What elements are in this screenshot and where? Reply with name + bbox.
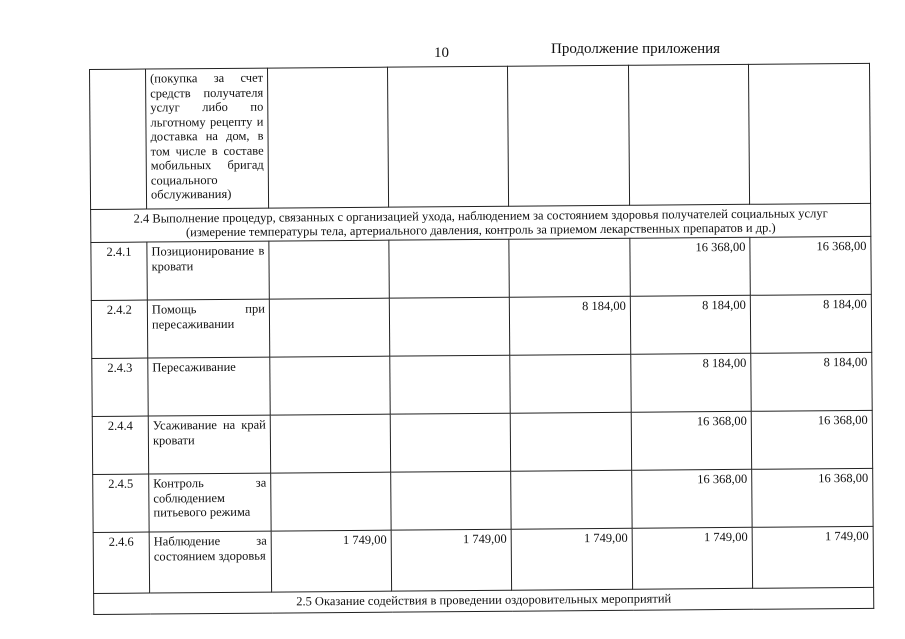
value-cell: 1 749,00 bbox=[511, 528, 632, 590]
value-cell bbox=[390, 355, 510, 414]
cell-empty bbox=[748, 63, 870, 204]
value-cell: 1 749,00 bbox=[391, 529, 511, 591]
section-2-5-header: 2.5 Оказание содействия в проведении оздоровительных мероприятий bbox=[94, 587, 874, 614]
value-cell: 1 749,00 bbox=[632, 527, 752, 589]
cell-empty bbox=[90, 69, 147, 209]
value-cell: 1 749,00 bbox=[271, 530, 391, 592]
value-cell: 16 368,00 bbox=[750, 236, 871, 295]
service-name: Помощь при пересаживании bbox=[147, 299, 269, 358]
table-row-continuation bbox=[90, 63, 871, 209]
value-cell bbox=[390, 413, 510, 472]
value-cell bbox=[511, 470, 632, 529]
value-cell: 16 368,00 bbox=[632, 469, 752, 528]
value-cell: 8 184,00 bbox=[631, 353, 751, 412]
row-number: 2.4.5 bbox=[93, 474, 149, 532]
value-cell: 8 184,00 bbox=[750, 294, 871, 353]
value-cell bbox=[269, 298, 389, 357]
service-name: Наблюдение за состоянием здоровья bbox=[149, 531, 271, 593]
table-row bbox=[93, 526, 873, 593]
services-table bbox=[89, 63, 874, 615]
page-number: 10 bbox=[434, 45, 449, 61]
table-row bbox=[92, 410, 872, 474]
section-2-4-line1: 2.4 Выполнение процедур, связанных с организацией ухода, наблюдением за состоянием здоровья получателей социальных услуг bbox=[133, 206, 828, 226]
cell-empty bbox=[267, 67, 388, 208]
value-cell bbox=[510, 412, 631, 471]
services-table-container bbox=[89, 63, 873, 609]
cell-empty bbox=[628, 64, 749, 205]
service-name: Пересаживание bbox=[148, 357, 270, 416]
value-cell bbox=[269, 240, 389, 299]
value-cell: 8 184,00 bbox=[630, 295, 750, 354]
service-name: Контроль за соблюдением питьевого режима bbox=[149, 473, 271, 532]
row-number: 2.4.2 bbox=[91, 300, 147, 358]
row-number: 2.4.4 bbox=[92, 416, 148, 474]
section-2-4-line2: (измерение температуры тела, артериального давления, контроль за приемом лекарственных препаратов и др.) bbox=[185, 220, 776, 240]
cell-empty bbox=[507, 65, 629, 206]
continuation-title: Продолжение приложения bbox=[551, 41, 721, 57]
value-cell bbox=[270, 414, 390, 473]
value-cell bbox=[391, 471, 511, 530]
value-cell bbox=[509, 238, 630, 297]
value-cell: 16 368,00 bbox=[752, 468, 873, 527]
value-cell: 8 184,00 bbox=[509, 296, 630, 355]
row-number: 2.4.6 bbox=[93, 532, 149, 593]
value-cell: 16 368,00 bbox=[751, 410, 872, 469]
value-cell: 16 368,00 bbox=[631, 411, 751, 470]
value-cell bbox=[389, 297, 509, 356]
table-row bbox=[91, 294, 871, 358]
value-cell bbox=[510, 354, 631, 413]
service-name: Усаживание на край кровати bbox=[148, 415, 270, 474]
value-cell: 16 368,00 bbox=[630, 237, 750, 296]
row-number: 2.4.1 bbox=[91, 242, 147, 300]
value-cell: 1 749,00 bbox=[752, 526, 873, 588]
value-cell bbox=[270, 356, 390, 415]
cell-empty bbox=[387, 66, 508, 207]
value-cell bbox=[271, 472, 391, 531]
continued-service-text: (покупка за счет средств получателя услуг либо по льготному рецепту и доставка на дом, в том числе в составе мобильных бригад социального обслуживания) bbox=[146, 68, 269, 209]
table-row bbox=[92, 352, 872, 416]
table-row bbox=[91, 236, 871, 300]
value-cell bbox=[389, 239, 509, 298]
value-cell: 8 184,00 bbox=[751, 352, 872, 411]
row-number: 2.4.3 bbox=[92, 358, 148, 416]
service-name: Позиционирование в кровати bbox=[147, 241, 269, 300]
table-row bbox=[93, 468, 873, 532]
